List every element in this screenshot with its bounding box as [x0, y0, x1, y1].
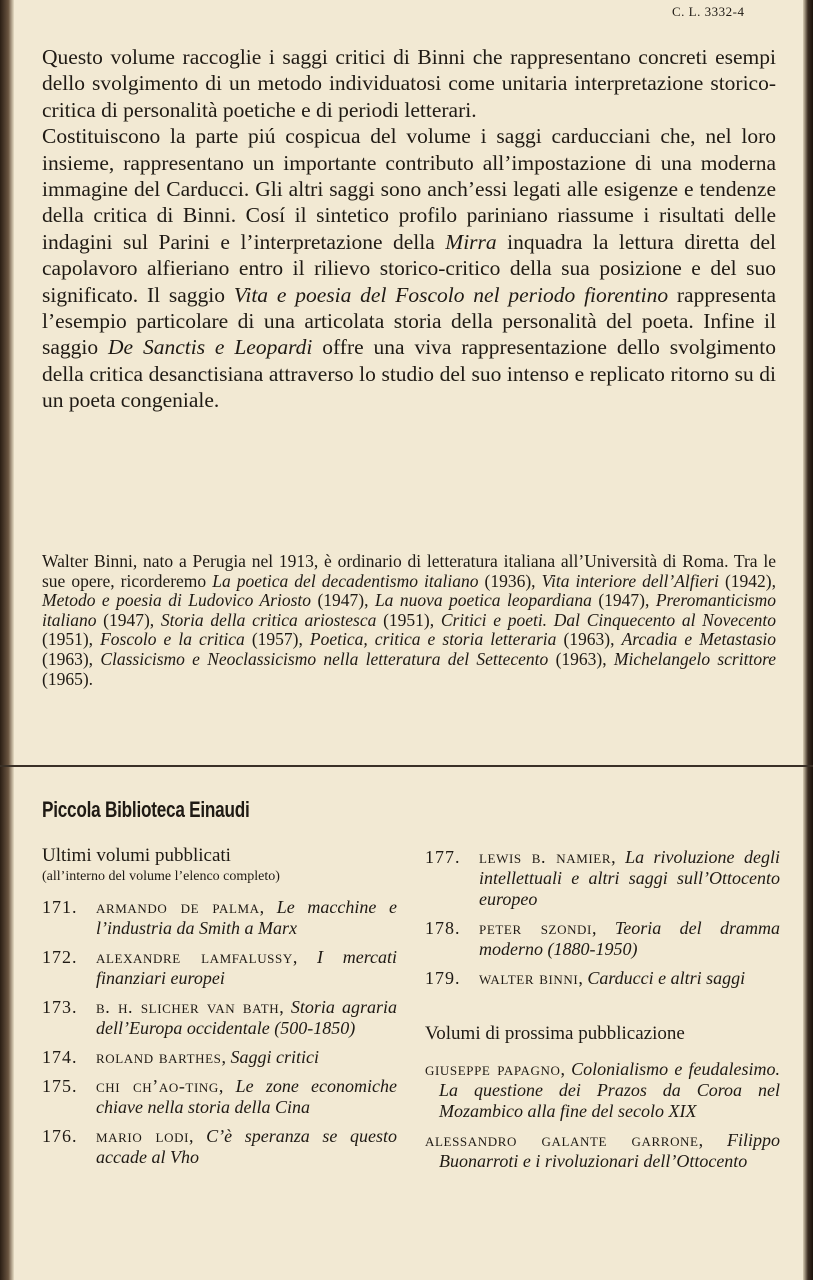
text-segment: (1963), [556, 629, 622, 650]
text-segment: (1963), [42, 648, 101, 669]
text-segment: (1963), [548, 648, 614, 669]
volume-author: b. h. slicher van bath [96, 997, 280, 1017]
volume-list-item: 179. walter binni, Carducci e altri saggi [425, 968, 746, 988]
volume-author: roland barthes [96, 1047, 222, 1067]
series-title: Piccola Biblioteca Einaudi [42, 797, 250, 822]
volume-number: 178. [425, 918, 461, 938]
volume-title: Teoria del dramma moderno (1880-1950) [479, 918, 780, 959]
volume-author: alessandro galante garrone [425, 1130, 699, 1150]
text-segment: (1942), [718, 570, 776, 591]
volume-title: C’è speranza se questo accade al Vho [96, 1126, 397, 1167]
recent-volumes-column-right [425, 847, 780, 1180]
italic-title: Mirra [445, 229, 497, 254]
recent-volumes-heading: Ultimi volumi pubblicati [42, 845, 231, 866]
volume-author: lewis b. namier [479, 847, 612, 867]
text-segment: Costituiscono la parte piú cospicua del volume i saggi carducciani che, nel loro insieme, rappresentano un importante contributo all’impostazione di una moderna immagine del Carducci. Gli altri saggi sono anch’essi legati alle esigenze e tendenze della critica di Binni. Cosí il sintetico profilo pariniano riassume i risultati delle indagini sul Parini e l’interpretazione della [42, 124, 776, 254]
italic-title: Poetica, critica e storia letteraria [309, 629, 557, 650]
italic-title: Vita e poesia del Foscolo nel periodo fiorentino [233, 282, 669, 307]
italic-title: Preromanticismo italiano [42, 590, 777, 630]
volume-number: 176. [42, 1126, 78, 1146]
section-divider [0, 765, 813, 767]
volume-number: 173. [42, 997, 78, 1017]
volume-number: 172. [42, 947, 78, 967]
volume-list-item: 172. alexandre lamfalussy, I mercati finanziari europei [42, 947, 398, 988]
volume-number: 174. [42, 1047, 78, 1067]
volume-title: Filippo Buonarroti e i rivoluzionari dell’Ottocento [439, 1130, 781, 1171]
volume-title: I mercati finanziari europei [96, 947, 398, 988]
volume-list-item: 177. lewis b. namier, La rivoluzione degli intellettuali e altri saggi sull’Ottocento europeo [425, 847, 780, 909]
italic-title: Storia della critica ariostesca [160, 609, 377, 630]
volume-number: 171. [42, 897, 78, 917]
recent-volumes-note: (all’interno del volume l’elenco completo) [42, 869, 280, 884]
italic-title: Michelangelo scrittore [613, 648, 777, 669]
volume-title: Carducci e altri saggi [587, 968, 746, 988]
volume-list-item: 174. roland barthes, Saggi critici [42, 1047, 320, 1067]
volume-title: Saggi critici [230, 1047, 320, 1067]
volume-title: Le macchine e l’industria da Smith a Marx [96, 897, 397, 938]
text-segment: offre una viva rappresentazione dello svolgimento della critica desanctisiana attraverso lo studio del suo intenso e replicato ritorno su di un poeta congeniale. [42, 335, 777, 413]
text-segment: (1965). [42, 668, 94, 689]
italic-title: Critici e poeti. Dal Cinquecento al Novecento [440, 609, 777, 630]
italic-title: De Sanctis e Leopardi [108, 335, 313, 360]
italic-title: Vita interiore dell’Alfieri [541, 570, 719, 591]
text-segment: (1936), [478, 570, 542, 591]
volume-number: 175. [42, 1076, 78, 1096]
volume-author: chi ch’ao-ting [96, 1076, 219, 1096]
italic-title: La poetica del decadentismo italiano [212, 570, 479, 591]
volume-list-item: 171. armando de palma, Le macchine e l’industria da Smith a Marx [42, 897, 397, 938]
text-segment: (1951), [376, 609, 441, 630]
upcoming-volume-item: alessandro galante garrone, Filippo Buonarroti e i rivoluzionari dell’Ottocento [425, 1130, 781, 1171]
volume-list-item: 176. mario lodi, C’è speranza se questo accade al Vho [42, 1126, 397, 1167]
catalog-code: C. L. 3332-4 [672, 4, 745, 19]
volume-list-item: 173. b. h. slicher van bath, Storia agraria dell’Europa occidentale (500-1850) [42, 997, 397, 1038]
volume-title: Le zone economiche chiave nella storia della Cina [96, 1076, 397, 1117]
volume-author: alexandre lamfalussy [96, 947, 293, 967]
text-segment: inquadra la lettura diretta del capolavoro alfieriano entro il rilievo storico-critico della sua posizione e del suo significato. Il saggio [42, 229, 776, 307]
italic-title: Foscolo e la critica [100, 629, 245, 650]
volume-author: peter szondi [479, 918, 592, 938]
italic-title: Metodo e poesia di Ludovico Ariosto [42, 590, 312, 611]
volume-number: 177. [425, 847, 461, 867]
text-segment: (1947), [311, 590, 375, 611]
italic-title: Arcadia e Metastasio [621, 629, 777, 650]
text-segment: rappresenta l’esempio particolare di una articolata storia della personalità del poeta. Infine il saggio [42, 282, 776, 360]
italic-title: La nuova poetica leopardiana [374, 590, 592, 611]
upcoming-volume-item: giuseppe papagno, Colonialismo e feudalesimo. La questione dei Prazos da Coroa nel Mozambico alla fine del secolo XIX [425, 1059, 780, 1121]
text-segment: Walter Binni, nato a Perugia nel 1913, è ordinario di letteratura italiana all’Università di Roma. Tra le sue opere, ricorderemo [42, 551, 776, 591]
author-bio [42, 552, 776, 689]
upcoming-volumes-heading: Volumi di prossima pubblicazione [425, 1023, 685, 1044]
volume-list-item: 178. peter szondi, Teoria del dramma moderno (1880-1950) [425, 918, 780, 959]
italic-title: Classicismo e Neoclassicismo nella letteratura del Settecento [100, 648, 549, 669]
description-paragraph-1: Questo volume raccoglie i saggi critici di Binni che rappresentano concreti esempi dello svolgimento di un metodo individuatosi come unitaria interpretazione storico-critica di personalità poetiche e di periodi letterari. [42, 45, 776, 122]
book-edge-shadow-right [803, 0, 813, 1280]
text-segment: (1947), [96, 609, 161, 630]
book-description [42, 44, 776, 414]
volume-author: armando de palma [96, 897, 260, 917]
volume-title: Colonialismo e feudalesimo. La questione dei Prazos da Coroa nel Mozambico alla fine del secolo XIX [439, 1059, 780, 1121]
volume-title: Storia agraria dell’Europa occidentale (500-1850) [96, 997, 397, 1038]
volume-number: 179. [425, 968, 461, 988]
recent-volumes-column-left [42, 845, 397, 1176]
volume-list-item: 175. chi ch’ao-ting, Le zone economiche chiave nella storia della Cina [42, 1076, 397, 1117]
volume-author: giuseppe papagno [425, 1059, 561, 1079]
text-segment: (1947), [591, 590, 656, 611]
text-segment: (1951), [42, 629, 101, 650]
volume-author: mario lodi [96, 1126, 190, 1146]
text-segment: (1957), [244, 629, 310, 650]
volume-title: La rivoluzione degli intellettuali e altri saggi sull’Ottocento europeo [479, 847, 780, 909]
book-spine-shadow-left [0, 0, 14, 1280]
volume-author: walter binni [479, 968, 579, 988]
